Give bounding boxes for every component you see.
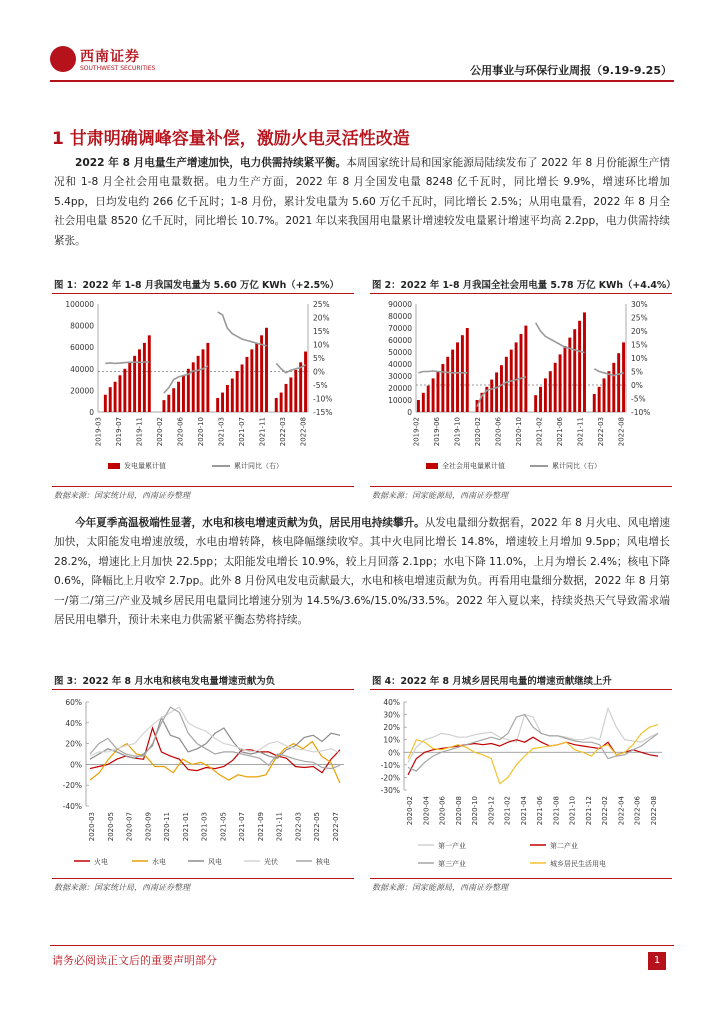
legend-label: 第三产业 bbox=[438, 860, 466, 868]
bar bbox=[216, 398, 219, 412]
figure-4-chart bbox=[370, 692, 672, 878]
bar bbox=[617, 353, 620, 412]
bar bbox=[563, 346, 566, 412]
figure-1-source-rule bbox=[52, 486, 354, 487]
y-right-tick-label: 25% bbox=[631, 313, 648, 323]
bar bbox=[138, 349, 141, 412]
y-right-tick-label: 0% bbox=[313, 367, 325, 377]
x-tick-label: 2020-05 bbox=[106, 812, 115, 842]
x-tick-label: 2021-07 bbox=[238, 812, 247, 842]
bar bbox=[466, 328, 469, 412]
bar bbox=[143, 343, 146, 412]
x-tick-label: 2022-02 bbox=[601, 796, 610, 826]
legend-bar-swatch bbox=[108, 463, 120, 469]
y-right-tick-label: -10% bbox=[313, 394, 333, 404]
figure-1-title: 图 1：2022 年 1-8 月我国发电量为 5.60 万亿 KWh（+2.5%） bbox=[54, 280, 339, 291]
x-tick-label: 2022-08 bbox=[617, 417, 626, 447]
y-right-tick-label: 10% bbox=[631, 354, 648, 363]
x-tick-label: 2021-05 bbox=[219, 812, 228, 842]
x-tick-label: 2019-07 bbox=[114, 417, 123, 447]
bar bbox=[573, 329, 576, 412]
y-tick-label: -10% bbox=[380, 760, 400, 770]
x-tick-label: 2020-06 bbox=[438, 796, 447, 826]
x-tick-label: 2020-02 bbox=[155, 417, 164, 447]
legend-label: 风电 bbox=[208, 858, 222, 866]
x-tick-label: 2021-03 bbox=[200, 812, 209, 842]
bar bbox=[583, 312, 586, 412]
x-tick-label: 2021-06 bbox=[536, 796, 545, 826]
x-tick-label: 2022-08 bbox=[650, 796, 658, 826]
y-right-tick-label: -15% bbox=[313, 408, 333, 417]
bar bbox=[304, 352, 307, 412]
bar bbox=[109, 387, 112, 412]
y-left-tick-label: 70000 bbox=[388, 324, 412, 333]
bar bbox=[172, 388, 175, 412]
figure-2-chart bbox=[370, 296, 672, 486]
x-tick-label: 2021-11 bbox=[275, 812, 284, 842]
y-left-tick-label: 60000 bbox=[70, 343, 94, 353]
bar bbox=[114, 382, 117, 412]
x-tick-label: 2020-10 bbox=[471, 796, 480, 826]
x-tick-label: 2021-02 bbox=[535, 417, 544, 447]
figure-3-title: 图 3：2022 年 8 月水电和核电发电量增速贡献为负 bbox=[54, 676, 275, 687]
y-tick-label: 40% bbox=[65, 718, 82, 728]
bar bbox=[456, 342, 459, 412]
bar bbox=[221, 393, 224, 412]
y-left-tick-label: 0 bbox=[89, 408, 94, 417]
series-line-第三产业 bbox=[408, 715, 658, 772]
bar bbox=[520, 334, 523, 412]
y-right-tick-label: 30% bbox=[631, 300, 648, 309]
x-tick-label: 2021-07 bbox=[238, 417, 247, 447]
bar bbox=[422, 393, 425, 412]
paragraph-1-lead: 2022 年 8 月电量生产增速加快，电力供需持续紧平衡。 bbox=[75, 157, 347, 169]
x-tick-label: 2019-03 bbox=[94, 417, 103, 447]
legend-label: 火电 bbox=[94, 858, 108, 866]
figure-1-chart bbox=[52, 296, 354, 486]
legend-bar-label: 发电量累计值 bbox=[124, 462, 166, 470]
bar bbox=[294, 370, 297, 412]
y-left-tick-label: 100000 bbox=[65, 300, 94, 309]
x-tick-label: 2021-08 bbox=[552, 796, 561, 826]
x-tick-label: 2021-11 bbox=[258, 417, 267, 447]
y-tick-label: -20% bbox=[380, 773, 400, 783]
figure-1-rule bbox=[52, 293, 354, 294]
bar bbox=[607, 371, 610, 412]
y-tick-label: 0% bbox=[388, 748, 400, 758]
y-tick-label: -20% bbox=[62, 781, 82, 791]
x-tick-label: 2021-04 bbox=[519, 796, 528, 826]
x-tick-label: 2020-07 bbox=[125, 812, 134, 842]
logo-text: 西南证券 bbox=[80, 49, 140, 65]
legend-label: 第二产业 bbox=[550, 842, 578, 850]
x-tick-label: 2020-08 bbox=[454, 796, 463, 826]
report-title: 公用事业与环保行业周报（9.19-9.25） bbox=[470, 64, 672, 77]
y-left-tick-label: 30000 bbox=[388, 372, 412, 381]
figure-3-rule bbox=[52, 689, 354, 690]
figure-4-rule bbox=[370, 689, 672, 690]
bar bbox=[250, 349, 253, 412]
bar bbox=[241, 364, 244, 412]
figure-3-chart bbox=[52, 692, 354, 878]
bar bbox=[289, 377, 292, 412]
x-tick-label: 2021-11 bbox=[576, 417, 585, 447]
y-left-tick-label: 90000 bbox=[388, 300, 412, 309]
bar bbox=[495, 372, 498, 412]
bar bbox=[245, 357, 248, 412]
bar bbox=[123, 369, 126, 412]
y-tick-label: -30% bbox=[380, 786, 400, 795]
legend-line-label: 累计同比（右） bbox=[234, 462, 283, 470]
bar bbox=[505, 357, 508, 412]
legend-label: 核电 bbox=[316, 858, 330, 866]
footer-notice: 请务必阅读正文后的重要声明部分 bbox=[52, 954, 217, 967]
bar bbox=[182, 375, 185, 412]
legend-label: 第一产业 bbox=[438, 842, 466, 850]
figure-1-source: 数据来源：国家统计局，西南证券整理 bbox=[54, 491, 190, 500]
legend-label: 城乡居民生活用电 bbox=[550, 860, 606, 868]
cumulative-yoy-line bbox=[218, 312, 267, 346]
legend-label: 光伏 bbox=[264, 858, 278, 866]
cumulative-yoy-line bbox=[536, 323, 585, 353]
y-right-tick-label: 20% bbox=[631, 327, 648, 336]
bar bbox=[427, 386, 430, 412]
bar bbox=[128, 362, 131, 412]
cumulative-yoy-line bbox=[418, 371, 467, 373]
cumulative-yoy-line bbox=[105, 362, 149, 363]
x-tick-label: 2021-09 bbox=[256, 812, 265, 842]
x-tick-label: 2020-09 bbox=[144, 812, 153, 842]
legend-label: 水电 bbox=[152, 858, 166, 866]
bar bbox=[515, 342, 518, 412]
x-tick-label: 2022-03 bbox=[294, 812, 303, 842]
legend-line-label: 累计同比（右） bbox=[552, 462, 601, 470]
x-tick-label: 2022-06 bbox=[633, 796, 642, 826]
bar bbox=[544, 378, 547, 412]
footer-divider bbox=[50, 945, 674, 946]
bar bbox=[162, 400, 165, 412]
series-line-水电 bbox=[90, 742, 340, 784]
bar bbox=[226, 385, 229, 412]
page-number: 1 bbox=[648, 952, 666, 970]
bar bbox=[578, 321, 581, 412]
x-tick-label: 2022-08 bbox=[299, 417, 308, 447]
y-tick-label: 10% bbox=[383, 735, 400, 745]
bar bbox=[490, 380, 493, 412]
bar bbox=[554, 363, 557, 412]
y-left-tick-label: 80000 bbox=[388, 312, 412, 321]
bar bbox=[133, 356, 136, 412]
header-divider bbox=[50, 80, 674, 82]
x-tick-label: 2022-03 bbox=[279, 417, 288, 447]
x-tick-label: 2021-06 bbox=[556, 417, 565, 447]
y-tick-label: -40% bbox=[62, 802, 82, 811]
y-tick-label: 60% bbox=[65, 698, 82, 707]
y-tick-label: 0% bbox=[70, 760, 82, 770]
y-left-tick-label: 20000 bbox=[70, 386, 94, 396]
bar bbox=[417, 400, 420, 412]
x-tick-label: 2022-03 bbox=[597, 417, 606, 447]
y-left-tick-label: 60000 bbox=[388, 336, 412, 345]
x-tick-label: 2020-03 bbox=[88, 812, 96, 842]
x-tick-label: 2020-06 bbox=[494, 417, 503, 447]
bar bbox=[437, 371, 440, 412]
x-tick-label: 2021-10 bbox=[568, 796, 577, 826]
figure-3-source: 数据来源：国家统计局，西南证券整理 bbox=[54, 883, 190, 892]
y-left-tick-label: 80000 bbox=[70, 321, 94, 331]
y-tick-label: 20% bbox=[383, 723, 400, 733]
bar bbox=[231, 379, 234, 412]
section-title: 1 甘肃明确调峰容量补偿，激励火电灵活性改造 bbox=[52, 129, 410, 149]
y-tick-label: 30% bbox=[383, 710, 400, 720]
figure-4-title: 图 4：2022 年 8 月城乡居民用电量的增速贡献继续上升 bbox=[372, 676, 612, 687]
bar bbox=[603, 378, 606, 412]
x-tick-label: 2020-02 bbox=[406, 796, 414, 826]
logo-subtitle: SOUTHWEST SECURITIES bbox=[80, 65, 156, 72]
y-right-tick-label: -5% bbox=[631, 394, 646, 404]
x-tick-label: 2019-06 bbox=[432, 417, 441, 447]
y-left-tick-label: 50000 bbox=[388, 348, 412, 357]
bar bbox=[451, 350, 454, 412]
y-right-tick-label: 10% bbox=[313, 340, 330, 350]
x-tick-label: 2021-01 bbox=[181, 812, 190, 842]
x-tick-label: 2021-02 bbox=[503, 796, 512, 826]
paragraph-2 bbox=[54, 514, 670, 630]
bar bbox=[432, 378, 435, 412]
x-tick-label: 2020-11 bbox=[163, 812, 172, 842]
y-right-tick-label: 5% bbox=[313, 354, 325, 363]
bar bbox=[446, 357, 449, 412]
y-left-tick-label: 20000 bbox=[388, 384, 412, 393]
x-tick-label: 2021-12 bbox=[584, 796, 593, 826]
logo-mark-icon bbox=[50, 46, 76, 72]
x-tick-label: 2022-04 bbox=[617, 796, 626, 826]
y-right-tick-label: 15% bbox=[631, 340, 648, 350]
x-tick-label: 2020-10 bbox=[515, 417, 523, 447]
bar bbox=[177, 382, 180, 412]
bar bbox=[260, 335, 263, 412]
x-tick-label: 2020-04 bbox=[422, 796, 431, 826]
paragraph-1 bbox=[54, 154, 670, 251]
bar bbox=[119, 375, 122, 412]
bar bbox=[598, 387, 601, 412]
y-right-tick-label: -10% bbox=[631, 408, 651, 417]
figure-4-source: 数据来源：国家能源局，西南证券整理 bbox=[372, 883, 508, 892]
y-left-tick-label: 10000 bbox=[388, 396, 412, 405]
figure-2-source-rule bbox=[370, 486, 672, 487]
bar bbox=[612, 363, 615, 412]
figure-3-source-rule bbox=[52, 878, 354, 879]
x-tick-label: 2019-11 bbox=[135, 417, 144, 447]
bar bbox=[280, 393, 283, 412]
y-tick-label: 20% bbox=[65, 739, 82, 749]
paragraph-1-body: 本周国家统计局和国家能源局陆续发布了 2022 年 8 月份能源生产情况和 1-8 月全社会用电量数据。电力生产方面，2022 年 8 月全国发电量 8248 亿千瓦时，同比增长 9.9%，增速环比增加 5.4pp，日均发电约 266 亿千瓦时；1-8 月份，累计发电量为 5.60 万亿千瓦时，同比增长 2.5%；从用电量看，2022 年 8 月全社会用电量 8520 亿千瓦时，同比增长 10.7%。2021 年以来我国用电量累计增速较发电量累计增速平均高 2.2pp，电力供需持续紧张。 bbox=[54, 157, 670, 247]
legend-bar-label: 全社会用电量累计值 bbox=[442, 462, 505, 470]
x-tick-label: 2022-07 bbox=[332, 812, 340, 842]
x-tick-label: 2019-02 bbox=[412, 417, 421, 447]
x-tick-label: 2020-10 bbox=[197, 417, 205, 447]
bar bbox=[202, 349, 205, 412]
y-left-tick-label: 40000 bbox=[388, 360, 412, 369]
bar bbox=[559, 354, 562, 412]
x-tick-label: 2020-12 bbox=[487, 796, 496, 826]
bar bbox=[539, 387, 542, 412]
y-right-tick-label: 0% bbox=[631, 381, 643, 390]
x-tick-label: 2021-03 bbox=[217, 417, 226, 447]
bar bbox=[500, 365, 503, 412]
bar bbox=[104, 395, 107, 412]
x-tick-label: 2019-10 bbox=[453, 417, 462, 447]
company-logo bbox=[50, 44, 156, 78]
bar bbox=[622, 342, 625, 412]
figure-2-source: 数据来源：国家能源局，西南证券整理 bbox=[372, 491, 508, 500]
x-tick-label: 2020-02 bbox=[473, 417, 482, 447]
paragraph-2-lead: 今年夏季高温极端性显著，水电和核电增速贡献为负，居民用电持续攀升。 bbox=[75, 517, 425, 529]
bar bbox=[236, 371, 239, 412]
bar bbox=[192, 362, 195, 412]
x-tick-label: 2022-05 bbox=[313, 812, 322, 842]
bar bbox=[255, 343, 258, 412]
bar bbox=[524, 326, 527, 412]
bar bbox=[167, 395, 170, 412]
y-tick-label: 40% bbox=[383, 698, 400, 707]
bar bbox=[534, 395, 537, 412]
bar bbox=[265, 328, 268, 412]
y-right-tick-label: 20% bbox=[313, 313, 330, 323]
bar bbox=[549, 371, 552, 412]
y-left-tick-label: 0 bbox=[407, 408, 412, 417]
figure-4-source-rule bbox=[370, 878, 672, 879]
bar bbox=[275, 398, 278, 412]
series-line-第一产业 bbox=[408, 708, 658, 762]
y-right-tick-label: 5% bbox=[631, 367, 643, 377]
x-tick-label: 2020-06 bbox=[176, 417, 185, 447]
paragraph-2-body: 从发电量细分数据看，2022 年 8 月火电、风电增速加快，太阳能发电增速放缓，水电由增转降，核电降幅继续收窄。其中火电同比增长 14.8%，增速较上月增加 9.5pp；风电增长 28.2%，增速比上月加快 22.5pp；太阳能发电增长 10.9%，较上月回落 2.1pp；水电下降 11.0%，上月为增长 2.4%；核电下降 0.6%，降幅比上月收窄 2.7pp。此外 8 月份风电发电贡献最大，水电和核电增速贡献为负。再看用电量细分数据，2022 年 8 月第一/第二/第三/产业及城乡居民用电量同比增速分别为 14.5%/3.6%/15.0%/33.5%。2022 年入夏以来，持续炎热天气导致需求端居民用电攀升，预计未来电力供需紧平衡态势将持续。 bbox=[54, 517, 671, 627]
bar bbox=[148, 335, 151, 412]
y-right-tick-label: 15% bbox=[313, 327, 330, 336]
legend-bar-swatch bbox=[426, 463, 438, 469]
bar bbox=[593, 394, 596, 412]
y-right-tick-label: 25% bbox=[313, 300, 330, 309]
figure-2-title: 图 2：2022 年 1-8 月我国全社会用电量 5.78 万亿 KWh（+4.4%） bbox=[372, 280, 676, 291]
y-right-tick-label: -5% bbox=[313, 381, 328, 390]
bar bbox=[197, 356, 200, 412]
bar bbox=[299, 362, 302, 412]
bar bbox=[206, 343, 209, 412]
bar bbox=[285, 384, 288, 412]
cumulative-yoy-line bbox=[164, 366, 208, 393]
figure-2-rule bbox=[370, 293, 672, 294]
series-line-火电 bbox=[90, 728, 340, 773]
y-left-tick-label: 40000 bbox=[70, 364, 94, 374]
